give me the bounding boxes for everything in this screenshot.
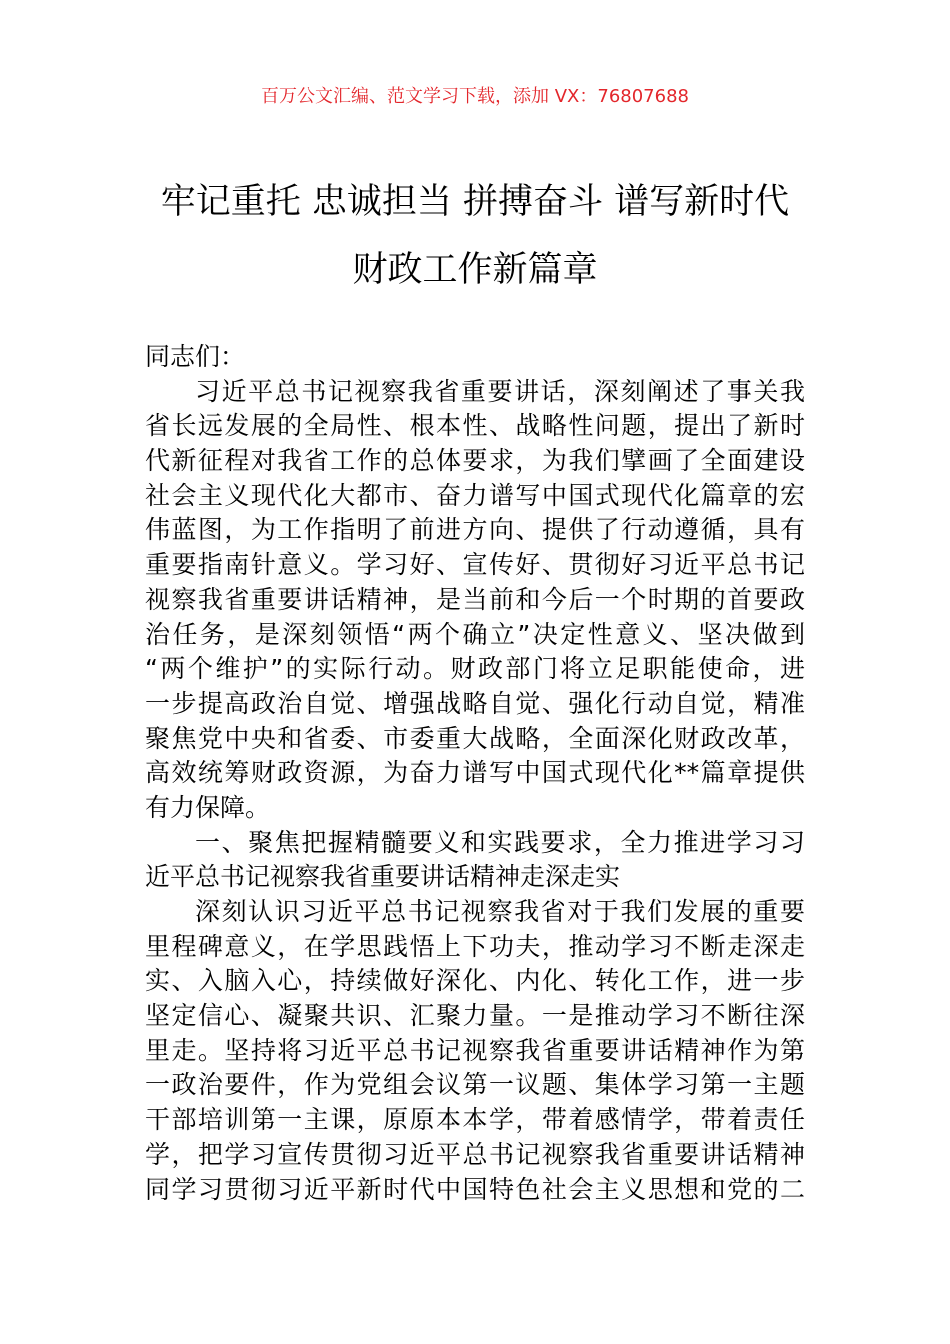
section-heading-line: 近平总书记视察我省重要讲话精神走深走实 (145, 862, 621, 892)
body-line: 干部培训第一主课，原原本本学，带着感情学，带着责任 (145, 1105, 805, 1135)
body-line: 有力保障。 (145, 792, 271, 822)
body-line: 一政治要件，作为党组会议第一议题、集体学习第一主题 (145, 1070, 805, 1100)
document-title-line-2: 财政工作新篇章 (352, 250, 598, 290)
body-line: 重要指南针意义。学习好、宣传好、贯彻好习近平总书记 (145, 550, 805, 580)
body-line: 学，把学习宣传贯彻习近平总书记视察我省重要讲话精神 (145, 1139, 805, 1169)
body-line: 同学习贯彻习近平新时代中国特色社会主义思想和党的二 (145, 1174, 805, 1204)
body-line: “两个维护”的实际行动。财政部门将立足职能使命，进 (145, 654, 805, 684)
body-line: 里走。坚持将习近平总书记视察我省重要讲话精神作为第 (145, 1035, 805, 1065)
download-banner: 百万公文汇编、范文学习下载，添加 VX：76807688 (261, 86, 689, 107)
document-title-line-1: 牢记重托 忠诚担当 拼搏奋斗 谱写新时代 (160, 182, 790, 222)
body-line: 社会主义现代化大都市、奋力谱写中国式现代化篇章的宏 (145, 480, 805, 510)
body-line: 高效统筹财政资源，为奋力谱写中国式现代化**篇章提供 (145, 758, 805, 788)
body-line: 省长远发展的全局性、根本性、战略性问题，提出了新时 (145, 411, 805, 441)
body-line: 视察我省重要讲话精神，是当前和今后一个时期的首要政 (145, 584, 805, 614)
body-line: 坚定信心、凝聚共识、汇聚力量。一是推动学习不断往深 (145, 1001, 805, 1031)
body-line: 实、入脑入心，持续做好深化、内化、转化工作，进一步 (145, 966, 805, 996)
body-line: 代新征程对我省工作的总体要求，为我们擘画了全面建设 (145, 446, 805, 476)
body-line: 深刻认识习近平总书记视察我省对于我们发展的重要 (195, 897, 805, 926)
salutation: 同志们： (145, 342, 246, 371)
body-line: 习近平总书记视察我省重要讲话，深刻阐述了事关我 (195, 376, 805, 406)
body-line: 里程碑意义，在学思践悟上下功夫，推动学习不断走深走 (145, 931, 805, 961)
body-line: 治任务，是深刻领悟“两个确立”决定性意义、坚决做到 (145, 619, 805, 649)
body-line: 聚焦党中央和省委、市委重大战略，全面深化财政改革， (145, 723, 805, 753)
document-body (145, 340, 805, 1207)
body-line: 伟蓝图，为工作指明了前进方向、提供了行动遵循，具有 (145, 515, 805, 545)
body-line: 一步提高政治自觉、增强战略自觉、强化行动自觉，精准 (145, 688, 805, 718)
section-heading-line: 一、聚焦把握精髓要义和实践要求，全力推进学习习 (195, 827, 805, 857)
